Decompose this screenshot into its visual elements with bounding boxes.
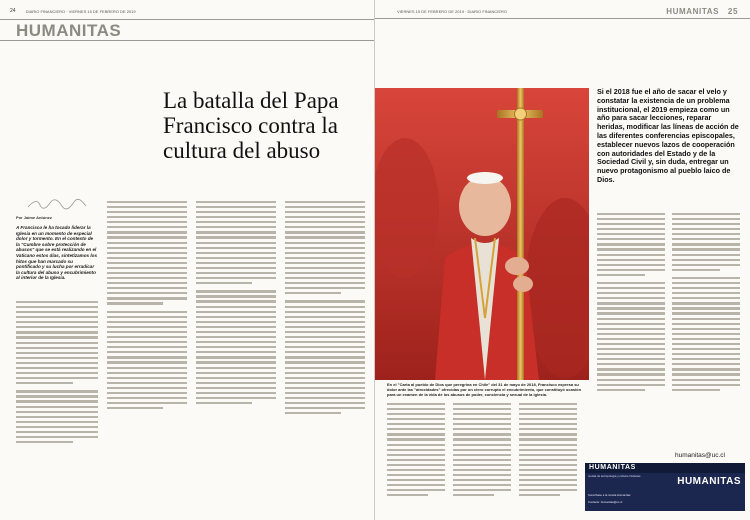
right-section-title — [666, 7, 738, 16]
ad-line-2: Contacto: humanitas@uc.cl — [588, 500, 623, 504]
pope-with-cross-illustration — [375, 88, 589, 380]
contact-email[interactable]: humanitas@uc.cl — [675, 452, 725, 459]
bottom-body-column-3 — [519, 400, 577, 512]
left-section-title: HUMANITAS — [16, 21, 122, 40]
article-byline: Por Jaime Antúnez — [16, 215, 52, 220]
left-folio — [10, 6, 136, 16]
ad-title: HUMANITAS — [677, 476, 741, 487]
bottom-body-column-2 — [453, 400, 511, 512]
ad-subtitle: revista de antropología y cultura cristianas — [588, 474, 641, 478]
body-column-1 — [16, 298, 98, 510]
ad-bar-label: HUMANITAS — [585, 463, 745, 473]
body-column-4 — [285, 198, 365, 510]
right-page — [375, 0, 750, 520]
lead-column — [16, 198, 98, 281]
right-body-column-2 — [672, 210, 740, 446]
article-lead: A Francisco le ha tocado liderar la Iglesia en un momento de especial dolor y tormento. En el contexto de la "Cumbre sobre protección de abusos" que se está realizando en el Vaticano estos días, sintetizamos los hitos que han marcado su pontificado y su lucha por erradicar la cultura del abuso y encubrimiento al interior de la Iglesia. — [16, 225, 98, 281]
pope-photo — [375, 88, 589, 380]
photo-caption: En el "Carta al pueblo de Dios que peregrina en Chile" del 31 de mayo de 2018, Francisco expresa su dolor ante las "atrocidades" ofrecidas por un clero corrupto el encubrimiento, que constituyó ocasión para un examen de la vida de los abusos de poder, conciencia y sexual de la iglesia. — [387, 382, 582, 397]
bottom-body-column-1 — [387, 400, 445, 512]
article-headline: La batalla del Papa Francisco contra la cultura del abuso — [163, 88, 339, 163]
left-header-meta: DIARIO FINANCIERO · VIERNES 15 DE FEBRERO DE 2019 — [25, 8, 136, 14]
right-folio — [397, 6, 507, 16]
right-header-rule — [375, 18, 750, 19]
right-header-meta: VIERNES 15 DE FEBRERO DE 2019 · DIARIO FINANCIERO — [397, 8, 508, 14]
author-signature-icon — [26, 198, 88, 210]
pull-quote: Si el 2018 fue el año de sacar el velo y constatar la existencia de un problema institucional, el 2019 empieza como un año para sacar lecciones, reparar heridas, modificar las líneas de acción de las diferentes conferencias episcopales, establecer nuevos lazos de cooperación con autoridades del Estado y de la Sociedad Civil y, sin duda, entregar un nuevo protagonismo al pueblo laico de Dios. — [597, 87, 739, 184]
body-column-3 — [196, 198, 276, 510]
right-page-number: 25 — [727, 7, 738, 16]
right-section-label: HUMANITAS — [666, 7, 720, 16]
humanitas-ad[interactable] — [585, 463, 745, 511]
body-column-2 — [107, 198, 187, 510]
right-body-column-1 — [597, 210, 665, 446]
left-section-band — [0, 19, 375, 41]
ad-line-1: Suscríbase a la revista Humanitas — [588, 493, 631, 497]
left-page-number: 24 — [10, 8, 16, 14]
